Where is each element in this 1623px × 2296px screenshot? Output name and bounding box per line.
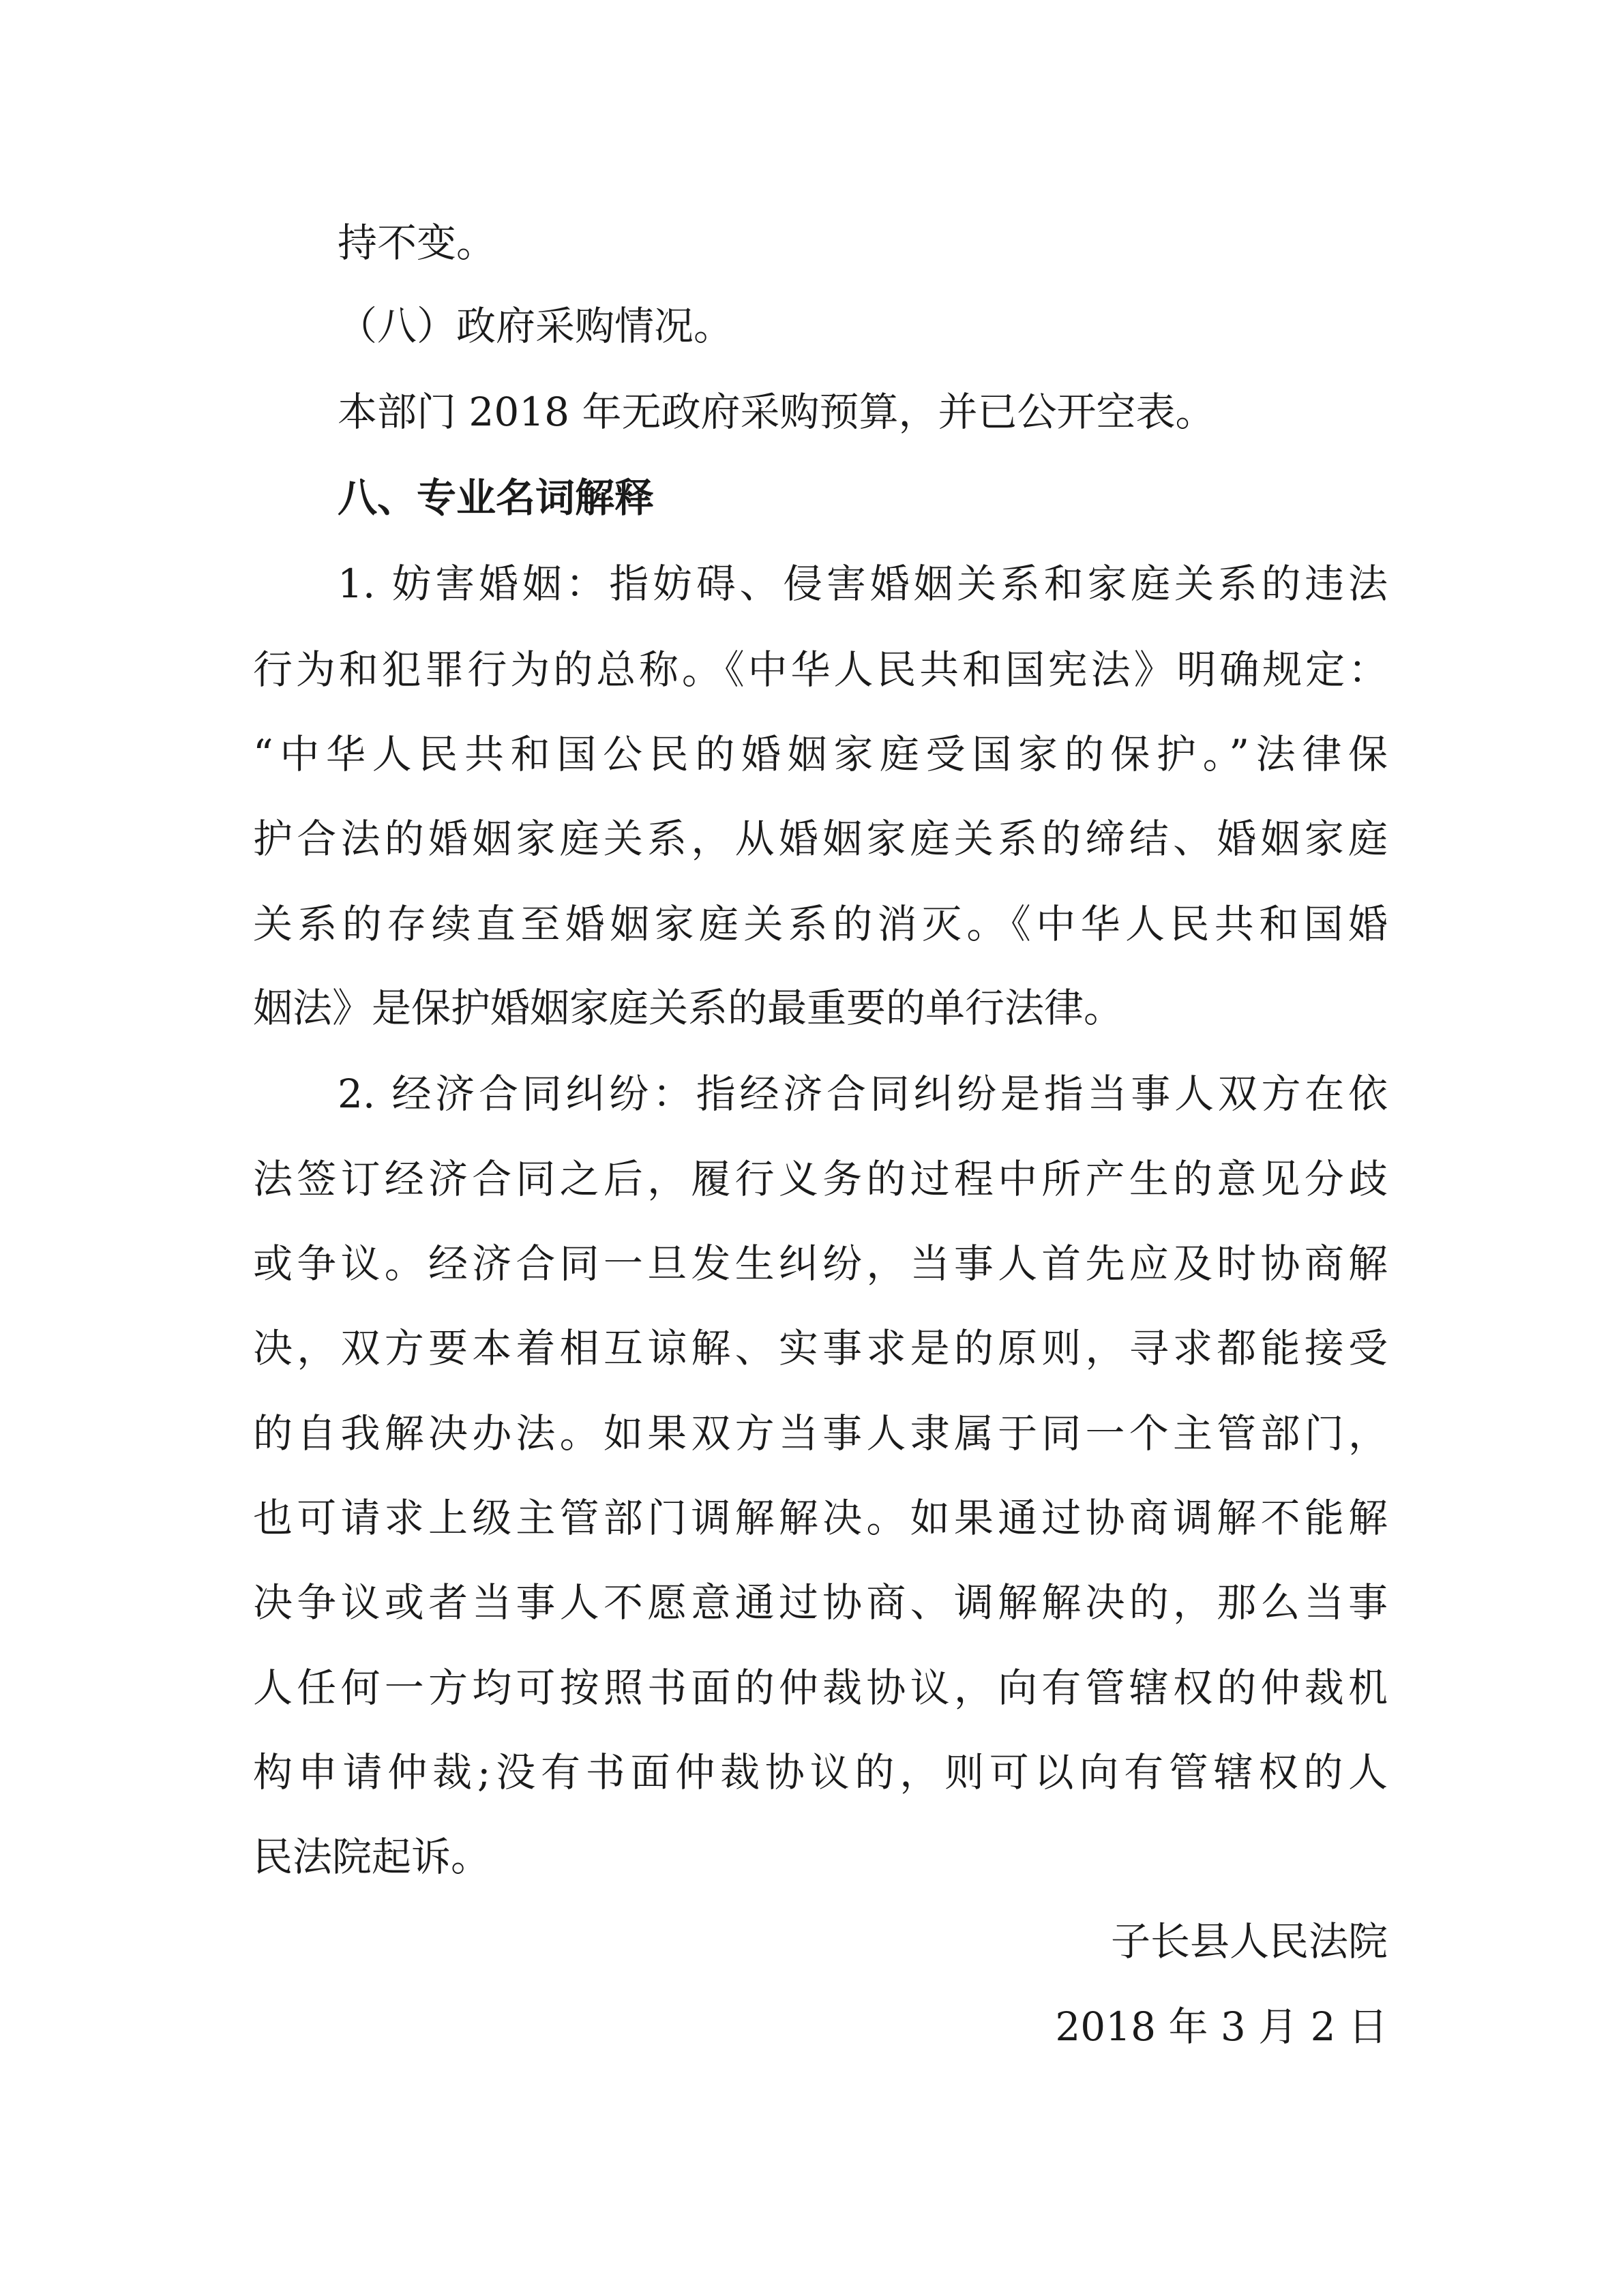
paragraph-2-line: 的自我解决办法。如果双方当事人隶属于同一个主管部门，: [253, 1410, 1388, 1457]
paragraph-1-line: 关系的存续直至婚姻家庭关系的消灭。《中华人民共和国婚: [253, 901, 1388, 947]
paragraph-2-line: 决，双方要本着相互谅解、实事求是的原则，寻求都能接受: [253, 1325, 1388, 1371]
paragraph-1-line: 护合法的婚姻家庭关系，从婚姻家庭关系的缔结、婚姻家庭: [253, 816, 1388, 862]
paragraph-2-line: 决争议或者当事人不愿意通过协商、调解解决的，那么当事: [253, 1579, 1388, 1626]
section-subheading: （八）政府采购情况。: [338, 303, 734, 349]
signature-organization: 子长县人民法院: [1110, 1918, 1388, 1965]
paragraph-2-line: 也可请求上级主管部门调解解决。如果通过协商调解不能解: [253, 1495, 1388, 1541]
paragraph-2-line: 或争议。经济合同一旦发生纠纷，当事人首先应及时协商解: [253, 1240, 1388, 1287]
paragraph-2-line: 构申请仲裁;没有书面仲裁协议的，则可以向有管辖权的人: [253, 1749, 1388, 1795]
paragraph-2-line: 民法院起诉。: [253, 1834, 491, 1880]
paragraph-1-line: 姻法》是保护婚姻家庭关系的最重要的单行法律。: [253, 985, 1124, 1031]
text-line: 持不变。: [338, 220, 496, 266]
signature-date: 2018 年 3 月 2 日: [1055, 2003, 1388, 2050]
section-heading: 八、专业名词解释: [338, 475, 655, 521]
paragraph-2-line: 人任何一方均可按照书面的仲裁协议，向有管辖权的仲裁机: [253, 1665, 1388, 1711]
paragraph-2-line: 2. 经济合同纠纷：指经济合同纠纷是指当事人双方在依: [338, 1071, 1388, 1117]
paragraph-1-line: “中华人民共和国公民的婚姻家庭受国家的保护。”法律保: [253, 731, 1388, 777]
paragraph-2-line: 法签订经济合同之后，履行义务的过程中所产生的意见分歧: [253, 1156, 1388, 1202]
text-line: 本部门 2018 年无政府采购预算，并已公开空表。: [338, 389, 1215, 435]
paragraph-1-line: 1. 妨害婚姻：指妨碍、侵害婚姻关系和家庭关系的违法: [338, 561, 1388, 607]
paragraph-1-line: 行为和犯罪行为的总称。《中华人民共和国宪法》明确规定：: [253, 646, 1388, 693]
